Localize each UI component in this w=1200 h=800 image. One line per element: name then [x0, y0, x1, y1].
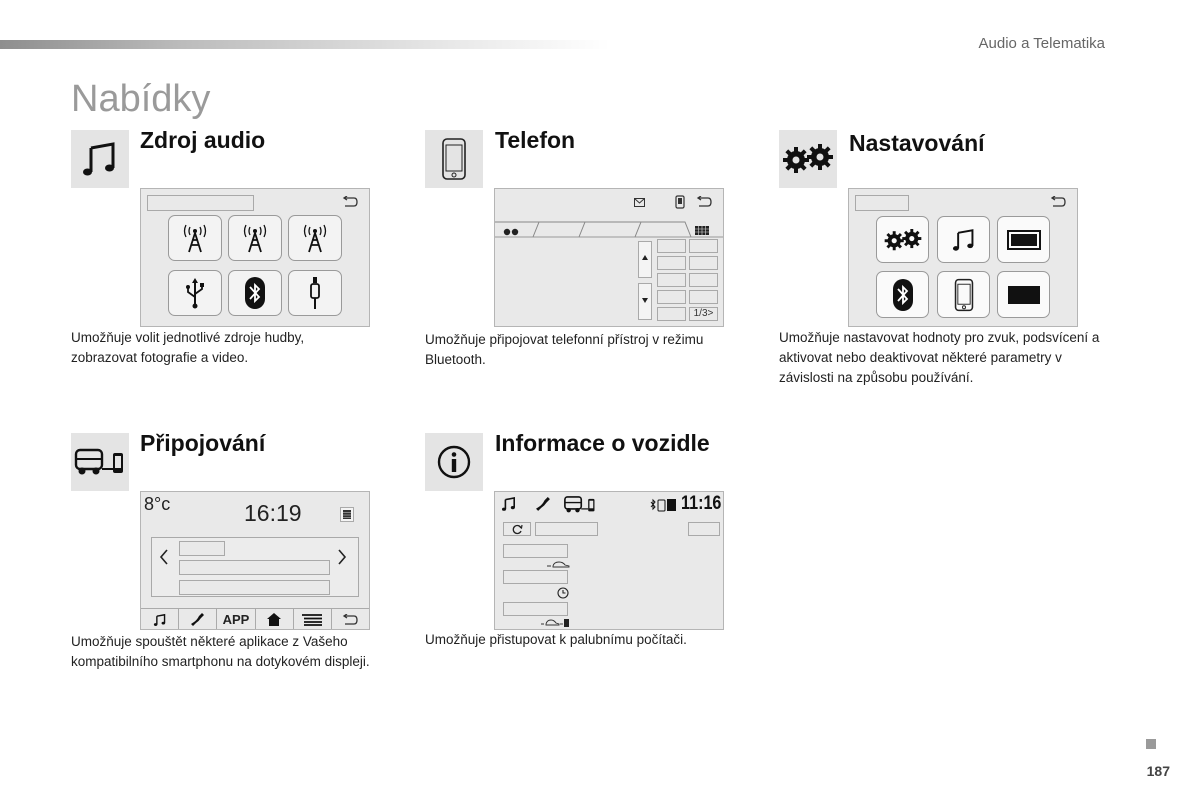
clock-readout: 11:16	[681, 493, 722, 514]
calendar-icon[interactable]	[340, 507, 354, 522]
radio-am-tile[interactable]	[228, 215, 282, 261]
list-cell[interactable]	[657, 290, 686, 304]
smartphone-icon	[954, 278, 974, 312]
trip-value-field	[503, 602, 568, 616]
music-note-icon	[153, 613, 167, 627]
smartphone-icon	[425, 130, 483, 188]
list-cell[interactable]	[657, 273, 686, 287]
radio-antenna-icon	[241, 223, 269, 253]
source-title-field	[147, 195, 254, 211]
audio-description: Umožňuje volit jednotlivé zdroje hudby, zobrazovat fotografie a video.	[71, 330, 305, 365]
widget-field	[179, 560, 330, 575]
bluetooth-tile[interactable]	[228, 270, 282, 316]
status-icons	[649, 498, 679, 512]
page-title: Nabídky	[71, 78, 211, 120]
audio-screen	[140, 188, 370, 327]
bluetooth-icon	[892, 278, 914, 312]
arrow-up-icon	[642, 255, 648, 260]
page-indicator[interactable]: 1/3>	[689, 307, 718, 321]
list-cell[interactable]	[657, 256, 686, 270]
trip-selector[interactable]	[535, 522, 598, 536]
scroll-up-button[interactable]	[638, 241, 652, 278]
music-note-icon	[951, 227, 977, 253]
vehicle-screen	[494, 491, 724, 630]
temperature-readout: 8°c	[144, 494, 171, 514]
home-icon	[267, 613, 281, 626]
phone-screen	[494, 188, 724, 327]
radio-dab-tile[interactable]	[288, 215, 342, 261]
page-number: 187	[1146, 763, 1170, 779]
car-phone-link-icon	[71, 433, 129, 491]
usb-tile[interactable]	[168, 270, 222, 316]
arrow-down-icon	[642, 298, 648, 303]
option-field[interactable]	[688, 522, 720, 536]
screen-off-icon	[1007, 285, 1041, 305]
back-arrow-icon[interactable]	[695, 196, 713, 208]
section-title-connect: Připojování	[140, 430, 266, 456]
radio-antenna-icon	[181, 223, 209, 253]
menu-phone-button[interactable]	[179, 609, 217, 630]
tab-keypad[interactable]	[695, 222, 715, 236]
voicemail-icon	[503, 228, 519, 236]
settings-description: Umožňuje nastavovat hodnoty pro zvuk, podsvícení a aktivovat nebo deaktivovat některé parametry v závislosti na způsobu používání.	[779, 330, 1100, 385]
phone-status-icon	[675, 195, 685, 209]
widget-field	[179, 580, 330, 595]
settings-screen	[848, 188, 1078, 327]
car-phone-link-icon[interactable]	[563, 495, 597, 514]
gears-icon	[883, 229, 923, 251]
bottom-menu-bar	[141, 608, 369, 630]
tab-calls[interactable]	[587, 222, 633, 236]
fuel-consumption-icon	[541, 618, 571, 628]
scroll-down-button[interactable]	[638, 283, 652, 320]
system-settings-tile[interactable]	[876, 216, 929, 263]
phone-description: Umožňuje připojovat telefonní přístroj v režimu Bluetooth.	[425, 332, 704, 367]
list-cell[interactable]	[657, 239, 686, 253]
usb-icon	[184, 277, 206, 309]
audio-settings-tile[interactable]	[937, 216, 990, 263]
music-note-icon[interactable]	[501, 496, 517, 512]
widget-field	[179, 541, 225, 556]
radio-fm-tile[interactable]	[168, 215, 222, 261]
message-icon[interactable]	[634, 198, 645, 207]
phone-handset-icon[interactable]	[536, 497, 551, 512]
menu-home-button[interactable]	[256, 609, 294, 630]
settings-title-field	[855, 195, 909, 211]
tab-recent-calls[interactable]	[503, 223, 529, 237]
phone-settings-tile[interactable]	[937, 271, 990, 318]
tab-contacts[interactable]	[541, 222, 579, 236]
back-arrow-icon[interactable]	[341, 196, 359, 208]
keypad-icon	[695, 226, 709, 235]
menu-app-button[interactable]: APP	[217, 609, 255, 630]
list-menu-icon	[302, 614, 322, 626]
screen-off-tile[interactable]	[997, 271, 1050, 318]
menu-list-button[interactable]	[294, 609, 332, 630]
chevron-left-icon[interactable]	[159, 549, 169, 565]
back-arrow-icon[interactable]	[1049, 196, 1067, 208]
vehicle-description: Umožňuje přistupovat k palubnímu počítači.	[425, 632, 687, 647]
chevron-right-icon[interactable]	[337, 549, 347, 565]
list-cell[interactable]	[689, 273, 718, 287]
trip-value-field	[503, 544, 568, 558]
phone-handset-icon	[191, 613, 205, 627]
clock-icon	[557, 587, 569, 599]
menu-audio-button[interactable]	[141, 609, 179, 630]
list-cell[interactable]	[689, 290, 718, 304]
header-decor-bar	[0, 40, 610, 49]
running-head: Audio a Telematika	[978, 35, 1105, 52]
reset-button[interactable]	[503, 522, 531, 536]
music-note-icon	[71, 130, 129, 188]
display-settings-tile[interactable]	[997, 216, 1050, 263]
clock-readout: 16:19	[244, 500, 302, 526]
connect-screen	[140, 491, 370, 630]
section-title-vehicle: Informace o vozidle	[495, 430, 710, 456]
section-title-audio: Zdroj audio	[140, 127, 266, 153]
screen-brightness-icon	[1007, 230, 1041, 250]
list-cell[interactable]	[689, 256, 718, 270]
bluetooth-settings-tile[interactable]	[876, 271, 929, 318]
aux-jack-tile[interactable]	[288, 270, 342, 316]
section-title-settings: Nastavování	[849, 130, 985, 156]
list-cell[interactable]	[689, 239, 718, 253]
connect-description: Umožňuje spouštět některé aplikace z Vašeho kompatibilního smartphonu na dotykovém displeji.	[71, 634, 370, 669]
menu-back-button[interactable]	[332, 609, 369, 630]
back-arrow-icon	[341, 614, 359, 626]
bluetooth-icon	[244, 276, 266, 310]
aux-jack-icon	[308, 276, 322, 310]
list-cell[interactable]	[657, 307, 686, 321]
page-marker	[1146, 739, 1156, 749]
radio-antenna-icon	[301, 223, 329, 253]
refresh-icon	[512, 524, 523, 535]
section-title-phone: Telefon	[495, 127, 576, 153]
info-icon	[425, 433, 483, 491]
trip-value-field	[503, 570, 568, 584]
gears-icon	[779, 130, 837, 188]
car-range-icon	[547, 560, 571, 569]
